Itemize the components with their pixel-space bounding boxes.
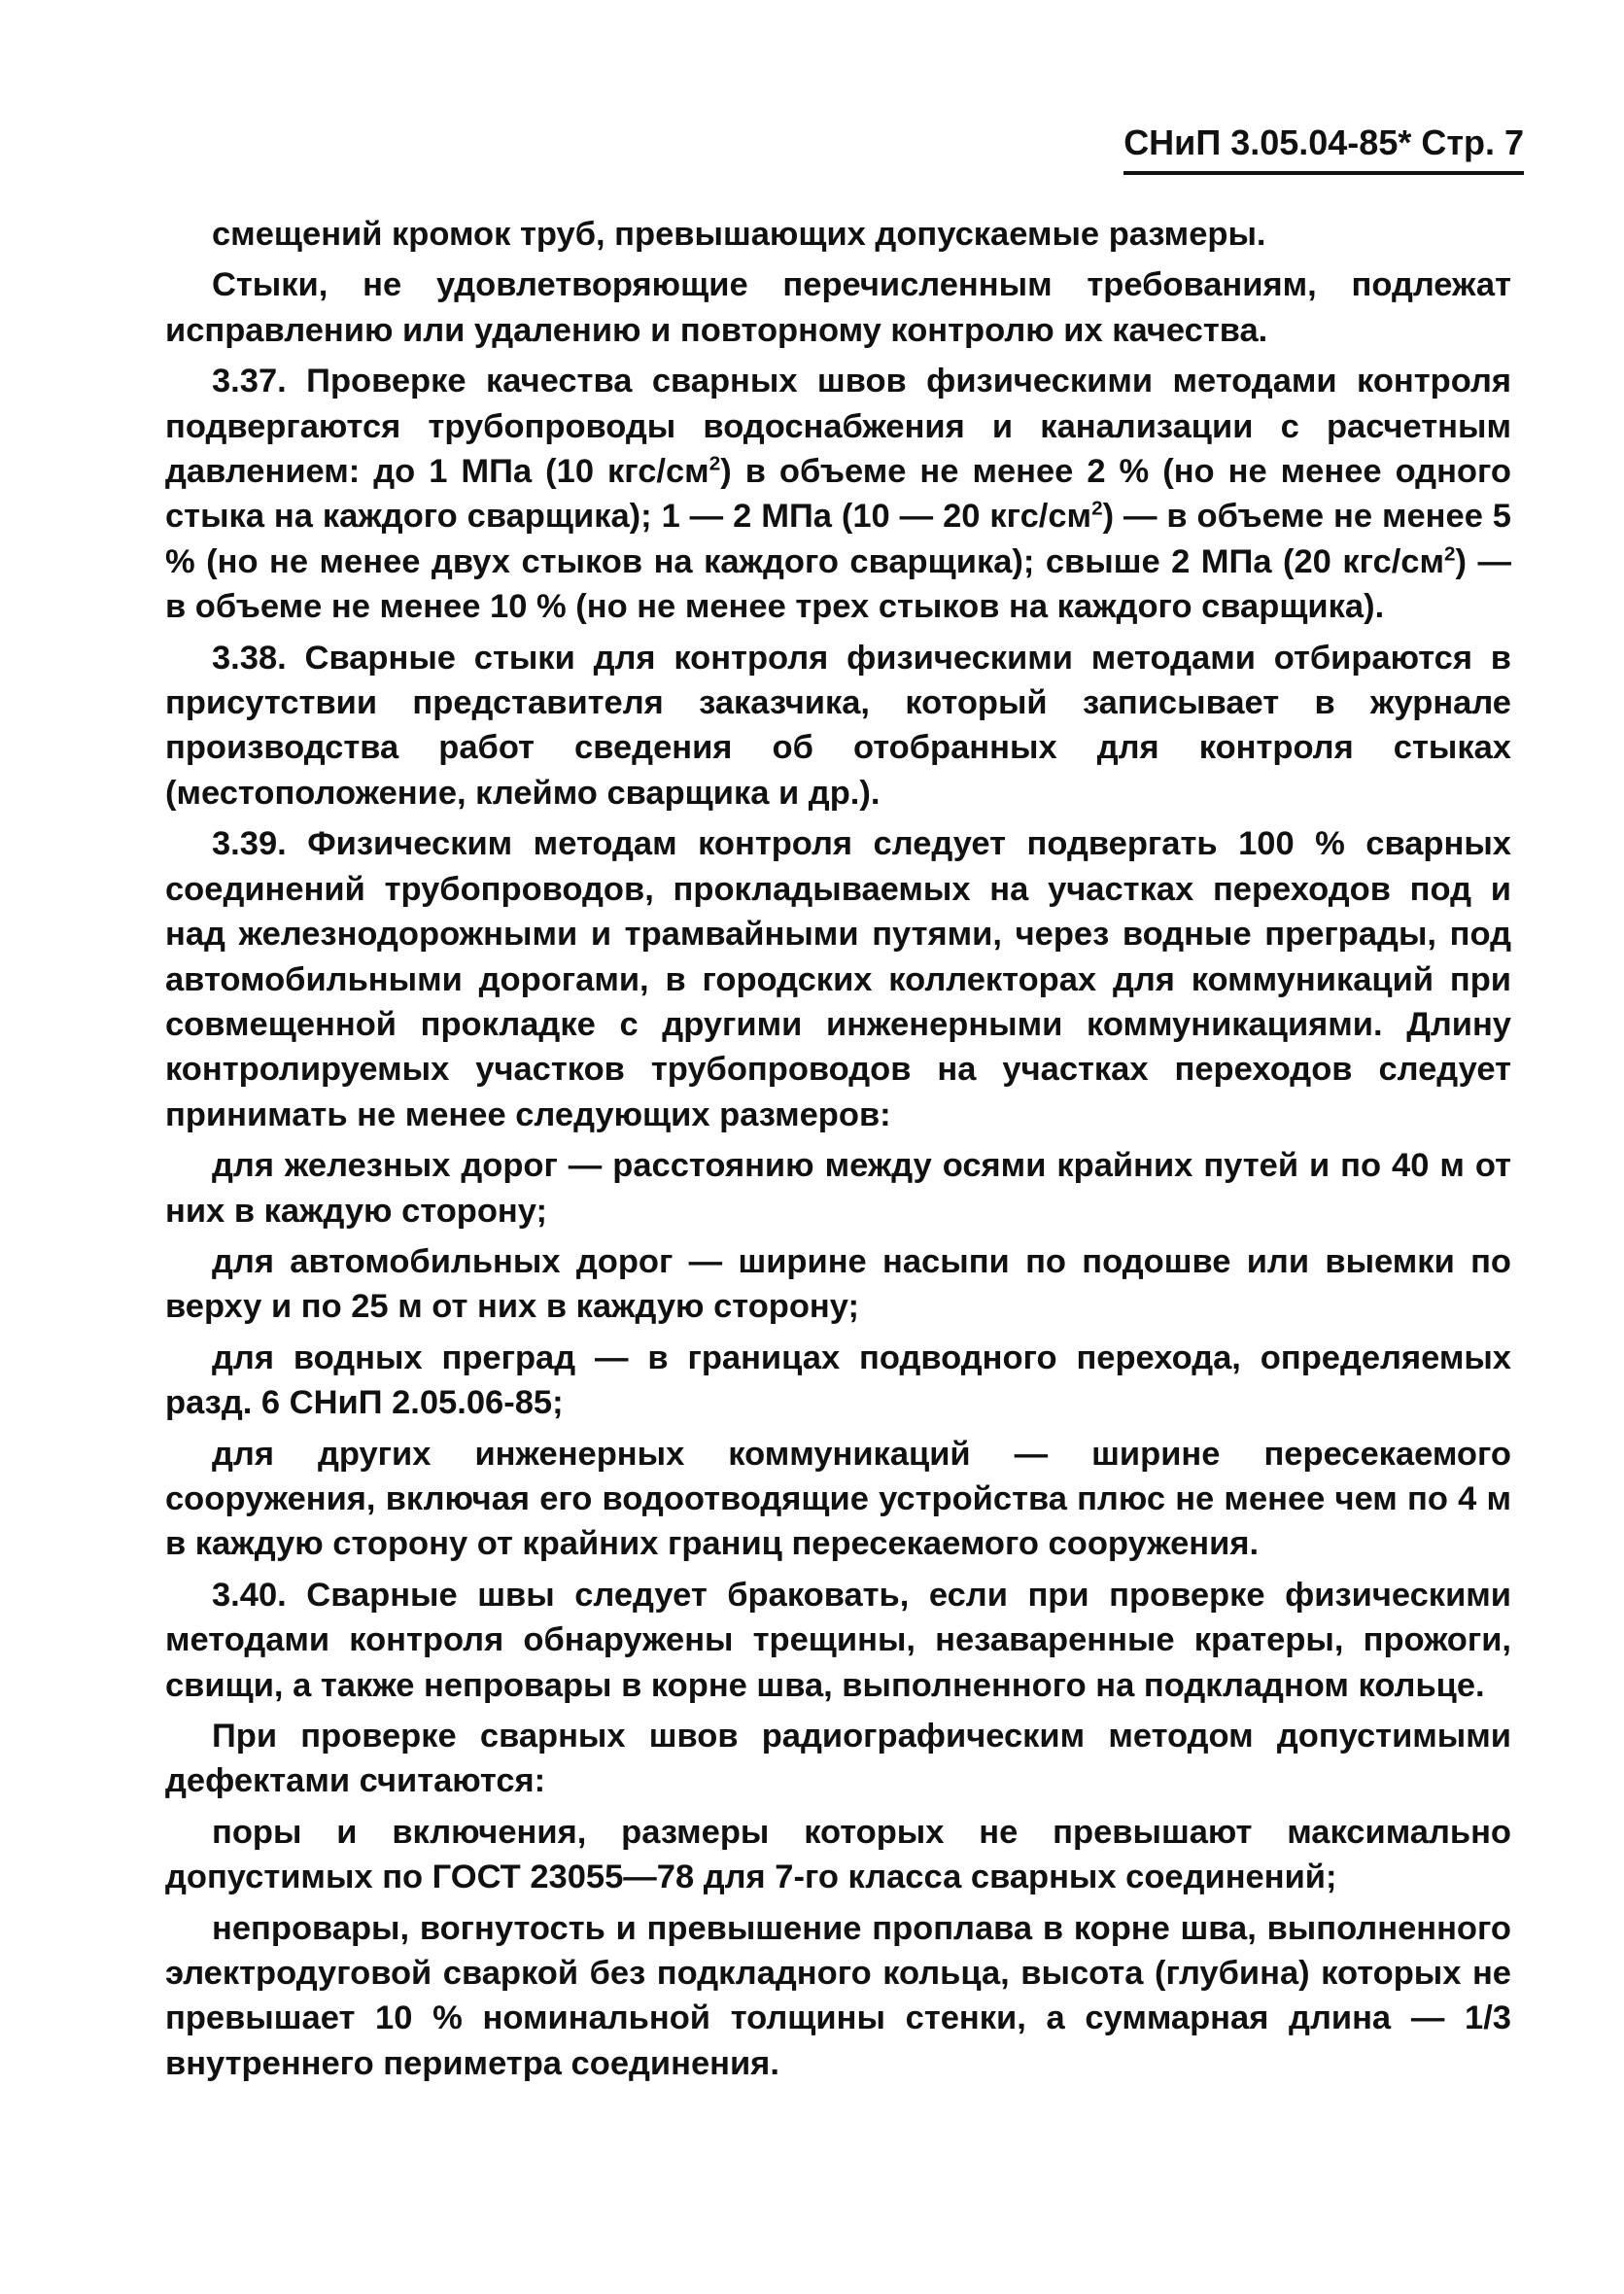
document-body bbox=[165, 212, 1511, 2086]
paragraph-continuation: смещений кромок труб, превышающих допускаемые размеры. bbox=[212, 216, 1266, 253]
paragraph: Стыки, не удовлетворяющие перечисленным требованиям, подлежат исправлению или удалению и повторному контролю их качества. bbox=[165, 266, 1511, 349]
clause-3-39: 3.39. Физическим методам контроля следует подвергать 100 % сварных соединений трубопроводов, прокладываемых на участках переходов под и над железнодорожными и трамвайными путями, через водные преграды, под автомобильными дорогами, в городских коллекторах для коммуникаций при совмещенной прокладке с другими инженерными коммуникациями. Длину контролируемых участков трубопроводов на участках переходов следует принимать не менее следующих размеров: bbox=[165, 825, 1511, 1133]
clause-number: 3.38. bbox=[212, 639, 287, 677]
clause-number: 3.37. bbox=[212, 363, 287, 400]
clause-3-38: 3.38. Сварные стыки для контроля физическими методами отбираются в присутствии представителя заказчика, который записывает в журнале производства работ сведения об отобранных для контроля стыках (местоположение, клеймо сварщика и др.). bbox=[165, 639, 1511, 812]
list-item: для водных преград — в границах подводного перехода, определяемых разд. 6 СНиП 2.05.06-85; bbox=[165, 1338, 1511, 1422]
clause-3-40: 3.40. Сварные швы следует браковать, если при проверке физическими методами контроля обнаружены трещины, незаваренные кратеры, прожоги, свищи, а также непровары в корне шва, выполненного на подкладном кольце. bbox=[165, 1576, 1512, 1704]
list-item: для автомобильных дорог — ширине насыпи по подошве или выемки по верху и по 25 м от них в каждую сторону; bbox=[165, 1242, 1511, 1326]
list-item: поры и включения, размеры которых не превышают максимально допустимых по ГОСТ 23055—78 для 7-го класса сварных соединений; bbox=[165, 1813, 1511, 1896]
list-item: для железных дорог — расстоянию между осями крайних путей и по 40 м от них в каждую сторону; bbox=[165, 1147, 1511, 1230]
list-item: непровары, вогнутость и превышение проплава в корне шва, выполненного электродуговой сваркой без подкладного кольца, высота (глубина) которых не превышает 10 % номинальной толщины стенки, а суммарная длина — 1/3 внутреннего периметра соединения. bbox=[165, 1909, 1511, 2082]
clause-number: 3.40. bbox=[212, 1576, 287, 1614]
list-item: для других инженерных коммуникаций — ширине пересекаемого сооружения, включая его водоотводящие устройства плюс не менее чем по 4 м в каждую сторону от крайних границ пересекаемого сооружения. bbox=[165, 1435, 1511, 1563]
clause-3-37: 3.37. Проверке качества сварных швов физическими методами контроля подвергаются трубопроводы водоснабжения и канализации с расчетным давлением: до 1 МПа (10 кгс/$см^2$) в объеме не менее 2 % (но не менее одного стыка на каждого сварщика); 1 — 2 МПа (10 — 20 кгс/$см^2$) — в объеме не менее 5 % (но не менее двух стыков на каждого сварщика); свыше 2 МПа (20 кгс/$см^2$) — в объеме не менее 10 % (но не менее трех стыков на каждого сварщика). bbox=[165, 363, 1511, 626]
paragraph: При проверке сварных швов радиографическим методом допустимыми дефектами считаются: bbox=[165, 1718, 1511, 1800]
clause-number: 3.39. bbox=[212, 825, 287, 863]
page-header bbox=[1123, 122, 1524, 175]
document-reference: СНиП 3.05.04-85* Стр. 7 bbox=[1123, 122, 1524, 175]
